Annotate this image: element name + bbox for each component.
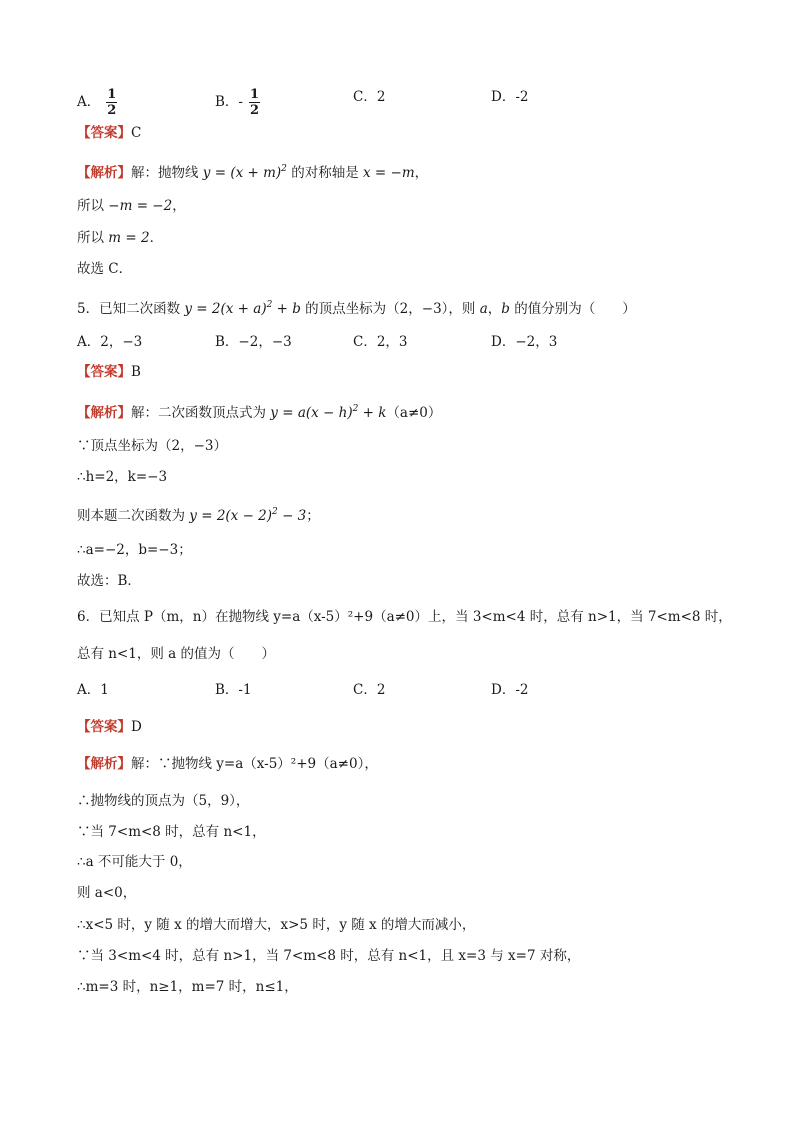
formula: $y = a(x - h)^2 + k$ <box>270 404 387 421</box>
q5-analysis-line-3: ∴h=2，k=−3 <box>77 469 168 485</box>
q4-answer <box>77 124 141 142</box>
q5-analysis-line-6: 故选：B． <box>77 573 141 589</box>
q4-analysis-line-4: 故选 C． <box>77 261 133 277</box>
q6-analysis-line-6: ∴x<5 时，y 随 x 的增大而增大，x>5 时，y 随 x 的增大而减小， <box>77 917 476 933</box>
q5-option-d: D．−2，3 <box>491 334 558 350</box>
q4-option-c: C．2 <box>353 89 386 105</box>
q6-stem-line-2: 总有 n<1，则 a 的值为（ ） <box>77 646 276 662</box>
analysis-tag: 【解析】 <box>77 165 131 181</box>
q6-option-b: B．-1 <box>215 682 252 698</box>
q4-option-a <box>77 88 117 117</box>
q6-option-a: A．1 <box>77 682 109 698</box>
q4-analysis-line-1: 【解析】解：抛物线 $y = (x + m)^2$ 的对称轴是 x = −m， <box>77 164 429 181</box>
q5-analysis-line-1: 【解析】解：二次函数顶点式为 $y = a(x - h)^2 + k(a\ne 0)$ <box>77 404 442 421</box>
formula: $y = (x + m)^2$ <box>202 164 287 181</box>
answer-tag: 【答案】 <box>77 364 131 380</box>
q6-analysis-line-5: 则 a<0， <box>77 885 137 901</box>
q4-option-b-label: B．- <box>215 94 243 110</box>
formula: x = −m <box>363 165 415 181</box>
answer-tag: 【答案】 <box>77 125 131 141</box>
analysis-tag: 【解析】 <box>77 756 131 772</box>
q6-analysis-line-8: ∴m=3 时，n≥1，m=7 时，n≤1， <box>77 979 298 995</box>
q6-analysis-line-2: ∴抛物线的顶点为（5，9）， <box>77 793 250 809</box>
q5-option-b: B．−2，−3 <box>215 334 292 350</box>
q4-analysis-line-3: 所以 m = 2． <box>77 230 164 246</box>
q6-option-c: C．2 <box>353 682 386 698</box>
q6-analysis-line-3: ∵当 7<m<8 时，总有 n<1， <box>77 824 266 840</box>
q6-analysis-line-1: 【解析】解：∵抛物线 y=a（x-5）²+9（a≠0）， <box>77 756 378 772</box>
answer-value: C <box>131 125 142 141</box>
q5-answer <box>77 363 141 381</box>
q6-stem-line-1: 6．已知点 P（m，n）在抛物线 y=a（x-5）²+9（a≠0）上，当 3<m<4 时，总有 n>1，当 7<m<8 时， <box>77 609 732 625</box>
q6-option-d: D．-2 <box>491 682 529 698</box>
q4-option-b-fraction: $\frac{1}{2}$ <box>249 87 260 118</box>
answer-value: D <box>131 719 142 735</box>
q6-answer <box>77 718 142 736</box>
q4-option-d: D．-2 <box>491 89 529 105</box>
formula: m = 2 <box>108 230 150 246</box>
q6-analysis-line-7: ∵当 3<m<4 时，总有 n>1，当 7<m<8 时，总有 n<1，且 x=3 与 x=7 对称， <box>77 948 581 964</box>
answer-value: B <box>131 364 141 380</box>
q5-option-a: A．2，−3 <box>77 334 143 350</box>
analysis-tag: 【解析】 <box>77 405 131 421</box>
formula: $y = 2(x + a)^2 + b$ <box>184 300 301 317</box>
answer-tag: 【答案】 <box>77 719 131 735</box>
q5-analysis-line-5: ∴a=−2，b=−3； <box>77 542 192 558</box>
q5-analysis-line-2: ∵顶点坐标为（2，−3） <box>77 438 227 454</box>
q4-option-b <box>215 88 260 117</box>
q4-option-a-fraction: $\frac{1}{2}$ <box>107 87 117 118</box>
q5-option-c: C．2，3 <box>353 334 408 350</box>
q4-analysis-line-2: 所以 −m = −2， <box>77 198 186 214</box>
formula: −m = −2 <box>108 198 173 214</box>
formula: $y = 2(x - 2)^2 - 3$ <box>189 507 307 524</box>
q5-stem: 5．已知二次函数 $y = 2(x + a)^2 + b$ 的顶点坐标为（2，−3），则 a，b 的值分别为（ ） <box>77 300 636 317</box>
q5-analysis-line-4: 则本题二次函数为 $y = 2(x - 2)^2 - 3$； <box>77 507 320 524</box>
q6-analysis-line-4: ∴a 不可能大于 0， <box>77 854 192 870</box>
q4-option-a-label: A． <box>77 94 101 110</box>
